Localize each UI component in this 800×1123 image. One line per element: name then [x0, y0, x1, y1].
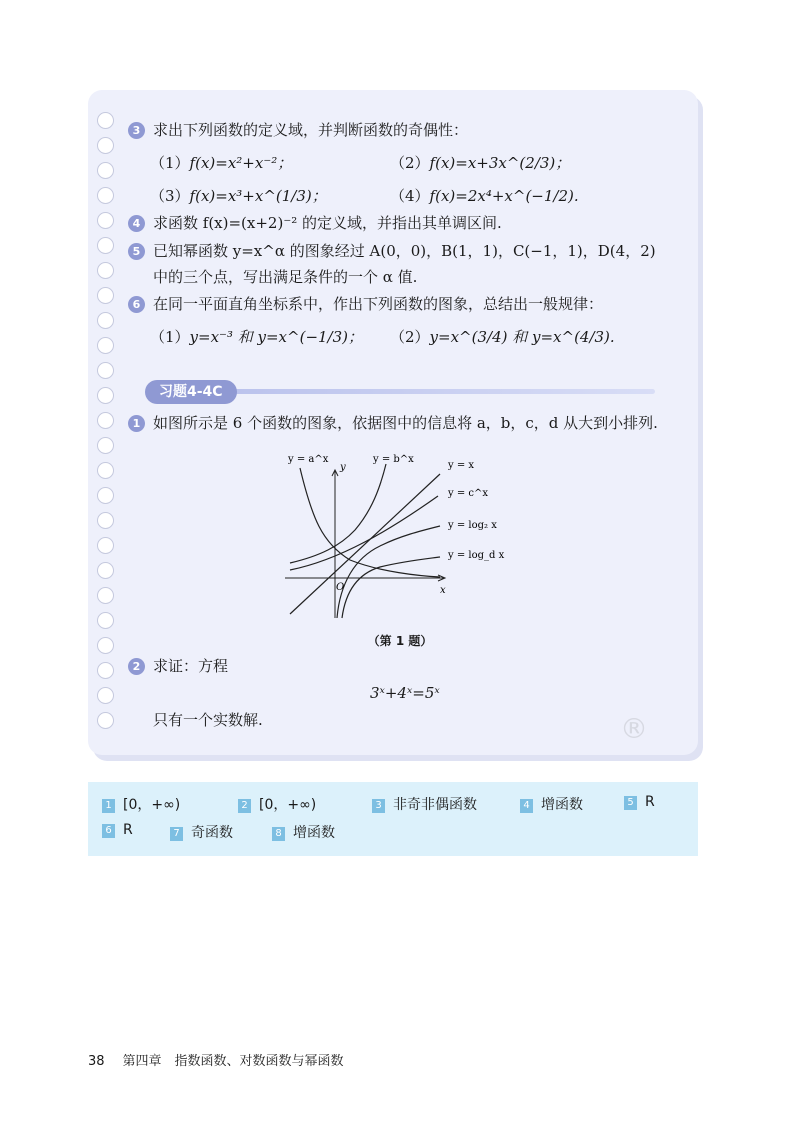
exercise-3 [128, 119, 468, 141]
chapter-title: 第四章 指数函数、对数函数与幂函数 [122, 1054, 344, 1069]
exercise-5-continued [153, 266, 417, 288]
exercise-3-part-2 [390, 152, 570, 174]
label-log2: y = log₂ x [448, 520, 497, 531]
part-label: （1） [150, 154, 190, 172]
ring [97, 387, 114, 404]
exercise-text: 中的三个点，写出满足条件的一个 α 值. [153, 268, 418, 286]
watermark: ® [620, 712, 648, 745]
part-label: （1） [150, 328, 190, 346]
label-y-b-x: y = b^x [373, 454, 414, 465]
label-y-a-x: y = a^x [288, 454, 329, 465]
equation: 3ˣ+4ˣ=5ˣ [370, 684, 440, 702]
ring [97, 412, 114, 429]
ring [97, 262, 114, 279]
formula: f(x)=x²+x⁻²； [189, 154, 293, 172]
ring [97, 687, 114, 704]
exercise-c-2-tail: 只有一个实数解. [153, 711, 263, 729]
formula: f(x)=x+3x^(2/3)； [429, 154, 571, 172]
answer-6 [102, 822, 133, 838]
exercise-6-part-1 [150, 326, 363, 348]
answer-value: 增函数 [293, 825, 335, 841]
ring [97, 537, 114, 554]
page-footer [88, 1050, 344, 1069]
curve-logd [342, 557, 440, 618]
exercise-c-1 [128, 412, 658, 434]
function-graph-figure [280, 448, 520, 632]
label-y-c-x: y = c^x [448, 488, 489, 499]
answer-strip [88, 782, 698, 856]
ring [97, 562, 114, 579]
formula: f(x)=x³+x^(1/3)； [189, 187, 327, 205]
exercise-3-part-4 [390, 185, 579, 207]
answer-2 [238, 794, 316, 814]
curve-b-x [290, 464, 386, 563]
answer-number: 8 [272, 827, 285, 841]
ring [97, 437, 114, 454]
label-y-x: y = x [448, 460, 475, 471]
ring [97, 487, 114, 504]
ring [97, 112, 114, 129]
answer-number: 3 [372, 799, 385, 813]
exercise-text: 在同一平面直角坐标系中，作出下列函数的图象，总结出一般规律： [153, 295, 604, 313]
answer-3 [372, 794, 477, 814]
section-tag: 习题4-4C [145, 380, 237, 404]
ring [97, 712, 114, 729]
answer-value: [0，+∞) [123, 797, 181, 813]
formula: y=x⁻³ 和 y=x^(−1/3)； [189, 328, 363, 346]
curve-a-x [300, 468, 440, 577]
answer-4 [520, 794, 583, 814]
ring [97, 162, 114, 179]
exercise-number: 6 [128, 296, 145, 313]
answer-value: 增函数 [541, 797, 583, 813]
origin-label: O [336, 582, 345, 593]
ring [97, 212, 114, 229]
section-stripe [205, 389, 655, 394]
curve-y-x [290, 474, 440, 614]
part-label: （2） [390, 328, 430, 346]
answer-5 [624, 794, 655, 810]
function-graph [280, 448, 520, 628]
answer-1 [102, 794, 180, 814]
page-number: 38 [88, 1054, 105, 1069]
answer-7 [170, 822, 233, 842]
answer-number: 7 [170, 827, 183, 841]
ring [97, 612, 114, 629]
ring [97, 287, 114, 304]
exercise-6 [128, 293, 603, 315]
exercise-text: 已知幂函数 y=x^α 的图象经过 A(0，0)，B(1，1)，C(−1，1)，D(4，2) [153, 242, 656, 260]
exercise-number: 5 [128, 243, 145, 260]
ring [97, 462, 114, 479]
exercise-text: 求函数 f(x)=(x+2)⁻² 的定义域，并指出其单调区间. [153, 214, 502, 232]
part-label: （3） [150, 187, 190, 205]
ring [97, 187, 114, 204]
curve-log2 [337, 526, 440, 618]
answer-value: R [645, 794, 655, 810]
answer-number: 1 [102, 799, 115, 813]
exercise-6-part-2 [390, 326, 615, 348]
exercise-number: 4 [128, 215, 145, 232]
ring [97, 312, 114, 329]
ring [97, 137, 114, 154]
axis-label-x: x [440, 585, 446, 596]
ring [97, 587, 114, 604]
exercise-number: 1 [128, 415, 145, 432]
answer-number: 4 [520, 799, 533, 813]
exercise-text: 如图所示是 6 个函数的图象，依据图中的信息将 a，b，c，d 从大到小排列. [153, 414, 658, 432]
exercise-text: 求证：方程 [153, 657, 229, 675]
exercise-number: 3 [128, 122, 145, 139]
formula: f(x)=2x⁴+x^(−1/2). [429, 187, 579, 205]
answer-value: R [123, 822, 133, 838]
answer-8 [272, 822, 335, 842]
figure-caption: （第 1 题） [367, 634, 433, 648]
answer-value: [0，+∞) [259, 797, 317, 813]
exercise-number: 2 [128, 658, 145, 675]
ring [97, 237, 114, 254]
ring [97, 512, 114, 529]
exercise-5 [128, 240, 656, 262]
exercise-3-part-3 [150, 185, 327, 207]
answer-number: 6 [102, 824, 115, 838]
ring [97, 662, 114, 679]
exercise-3-part-1 [150, 152, 292, 174]
exercise-c-2 [128, 655, 228, 677]
answer-value: 奇函数 [191, 825, 233, 841]
answer-value: 非奇非偶函数 [393, 797, 477, 813]
exercise-text: 求出下列函数的定义域，并判断函数的奇偶性： [153, 121, 469, 139]
ring [97, 337, 114, 354]
formula: y=x^(3/4) 和 y=x^(4/3). [429, 328, 615, 346]
answer-number: 5 [624, 796, 637, 810]
part-label: （2） [390, 154, 430, 172]
ring [97, 362, 114, 379]
exercise-4 [128, 212, 502, 234]
answer-number: 2 [238, 799, 251, 813]
section-header [145, 380, 655, 404]
axis-label-y: y [340, 462, 346, 473]
part-label: （4） [390, 187, 430, 205]
label-logd: y = log_d x [448, 550, 505, 561]
